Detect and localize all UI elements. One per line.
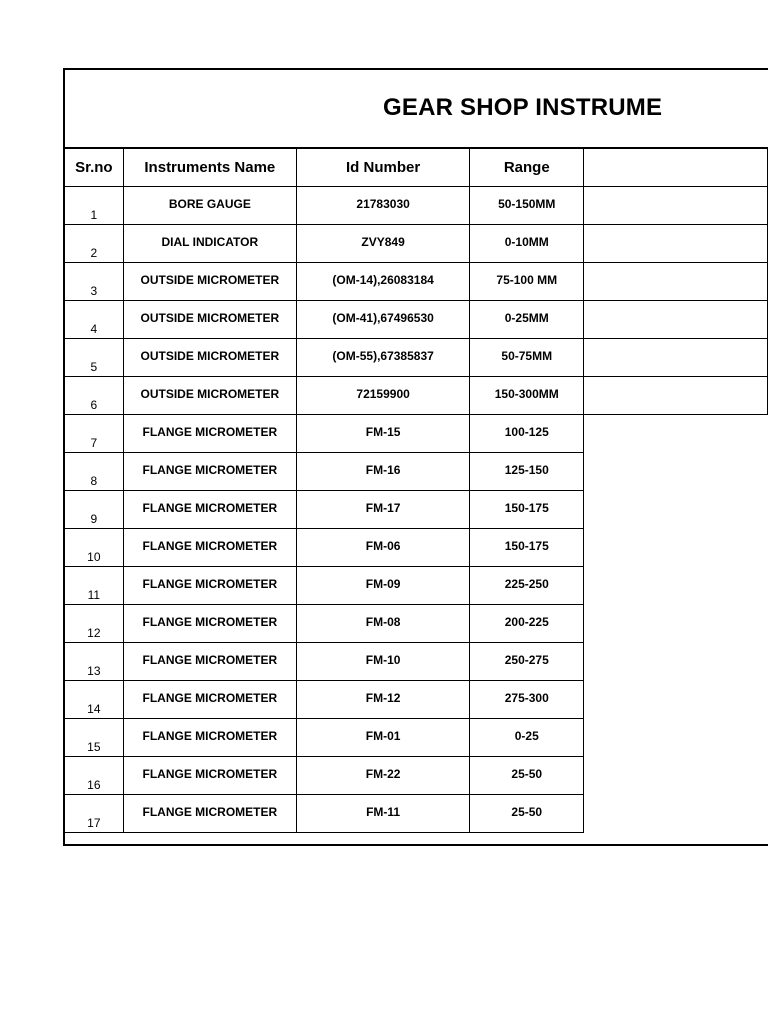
cell-range: 200-225 — [470, 605, 584, 643]
table-row — [65, 491, 768, 529]
cell-id-number: FM-17 — [296, 491, 469, 529]
cell-range: 25-50 — [470, 757, 584, 795]
cell-range: 75-100 MM — [470, 263, 584, 301]
cell-instrument-name: FLANGE MICROMETER — [123, 529, 296, 567]
cell-sr-no: 2 — [65, 225, 123, 263]
cell-instrument-name: FLANGE MICROMETER — [123, 453, 296, 491]
cell-id-number: FM-16 — [296, 453, 469, 491]
cell-sr-no: 11 — [65, 567, 123, 605]
cell-range: 50-75MM — [470, 339, 584, 377]
header-instruments-name: Instruments Name — [123, 149, 296, 187]
cell-extra — [584, 187, 768, 225]
sheet-title: GEAR SHOP INSTRUME — [383, 94, 663, 121]
cell-id-number: FM-09 — [296, 567, 469, 605]
cell-instrument-name: FLANGE MICROMETER — [123, 795, 296, 833]
cell-range: 100-125 — [470, 415, 584, 453]
cell-extra — [584, 491, 768, 529]
cell-range: 0-25 — [470, 719, 584, 757]
cell-range: 50-150MM — [470, 187, 584, 225]
cell-range: 150-175 — [470, 491, 584, 529]
table-row — [65, 301, 768, 339]
cell-id-number: (OM-14),26083184 — [296, 263, 469, 301]
cell-range: 150-300MM — [470, 377, 584, 415]
cell-range: 0-25MM — [470, 301, 584, 339]
cell-sr-no: 3 — [65, 263, 123, 301]
header-extra — [584, 149, 768, 187]
header-id-number: Id Number — [296, 149, 469, 187]
cell-instrument-name: OUTSIDE MICROMETER — [123, 339, 296, 377]
cell-extra — [584, 453, 768, 491]
cell-extra — [584, 757, 768, 795]
table-row — [65, 719, 768, 757]
cell-sr-no: 6 — [65, 377, 123, 415]
cell-extra — [584, 415, 768, 453]
table-row — [65, 263, 768, 301]
cell-instrument-name: FLANGE MICROMETER — [123, 605, 296, 643]
cell-id-number: FM-10 — [296, 643, 469, 681]
cell-range: 225-250 — [470, 567, 584, 605]
cell-instrument-name: DIAL INDICATOR — [123, 225, 296, 263]
cell-sr-no: 17 — [65, 795, 123, 833]
cell-extra — [584, 263, 768, 301]
cell-sr-no: 14 — [65, 681, 123, 719]
cell-instrument-name: OUTSIDE MICROMETER — [123, 263, 296, 301]
cell-id-number: FM-01 — [296, 719, 469, 757]
cell-instrument-name: FLANGE MICROMETER — [123, 757, 296, 795]
cell-sr-no: 10 — [65, 529, 123, 567]
cell-instrument-name: BORE GAUGE — [123, 187, 296, 225]
cell-extra — [584, 605, 768, 643]
cell-sr-no: 12 — [65, 605, 123, 643]
cell-id-number: FM-08 — [296, 605, 469, 643]
table-header-row — [65, 149, 768, 187]
table-row — [65, 643, 768, 681]
cell-id-number: FM-06 — [296, 529, 469, 567]
table-row — [65, 529, 768, 567]
cell-id-number: 72159900 — [296, 377, 469, 415]
table-row — [65, 187, 768, 225]
cell-extra — [584, 529, 768, 567]
cell-id-number: FM-15 — [296, 415, 469, 453]
title-row — [65, 70, 768, 148]
cell-instrument-name: FLANGE MICROMETER — [123, 681, 296, 719]
cell-id-number: FM-11 — [296, 795, 469, 833]
cell-id-number: FM-12 — [296, 681, 469, 719]
cell-instrument-name: FLANGE MICROMETER — [123, 719, 296, 757]
cell-extra — [584, 795, 768, 833]
cell-instrument-name: FLANGE MICROMETER — [123, 643, 296, 681]
cell-instrument-name: FLANGE MICROMETER — [123, 415, 296, 453]
cell-instrument-name: FLANGE MICROMETER — [123, 491, 296, 529]
table-row — [65, 339, 768, 377]
cell-sr-no: 9 — [65, 491, 123, 529]
cell-sr-no: 4 — [65, 301, 123, 339]
cell-sr-no: 7 — [65, 415, 123, 453]
header-range: Range — [470, 149, 584, 187]
cell-sr-no: 1 — [65, 187, 123, 225]
cell-extra — [584, 301, 768, 339]
cell-id-number: (OM-41),67496530 — [296, 301, 469, 339]
cell-instrument-name: OUTSIDE MICROMETER — [123, 301, 296, 339]
table-row — [65, 415, 768, 453]
table-row — [65, 605, 768, 643]
cell-id-number: (OM-55),67385837 — [296, 339, 469, 377]
table-row — [65, 567, 768, 605]
cell-extra — [584, 339, 768, 377]
cell-sr-no: 5 — [65, 339, 123, 377]
cell-extra — [584, 719, 768, 757]
cell-sr-no: 8 — [65, 453, 123, 491]
cell-range: 250-275 — [470, 643, 584, 681]
cell-extra — [584, 567, 768, 605]
cell-sr-no: 16 — [65, 757, 123, 795]
cell-extra — [584, 377, 768, 415]
instrument-sheet — [63, 68, 768, 846]
cell-extra — [584, 681, 768, 719]
cell-id-number: FM-22 — [296, 757, 469, 795]
instrument-table — [65, 148, 768, 833]
cell-instrument-name: OUTSIDE MICROMETER — [123, 377, 296, 415]
table-row — [65, 225, 768, 263]
cell-range: 0-10MM — [470, 225, 584, 263]
table-row — [65, 453, 768, 491]
table-row — [65, 795, 768, 833]
table-row — [65, 377, 768, 415]
header-sr-no: Sr.no — [65, 149, 123, 187]
cell-id-number: 21783030 — [296, 187, 469, 225]
cell-instrument-name: FLANGE MICROMETER — [123, 567, 296, 605]
cell-range: 125-150 — [470, 453, 584, 491]
table-body — [65, 187, 768, 833]
cell-range: 150-175 — [470, 529, 584, 567]
cell-extra — [584, 225, 768, 263]
cell-range: 275-300 — [470, 681, 584, 719]
cell-extra — [584, 643, 768, 681]
table-row — [65, 681, 768, 719]
table-row — [65, 757, 768, 795]
cell-id-number: ZVY849 — [296, 225, 469, 263]
cell-sr-no: 13 — [65, 643, 123, 681]
cell-sr-no: 15 — [65, 719, 123, 757]
cell-range: 25-50 — [470, 795, 584, 833]
